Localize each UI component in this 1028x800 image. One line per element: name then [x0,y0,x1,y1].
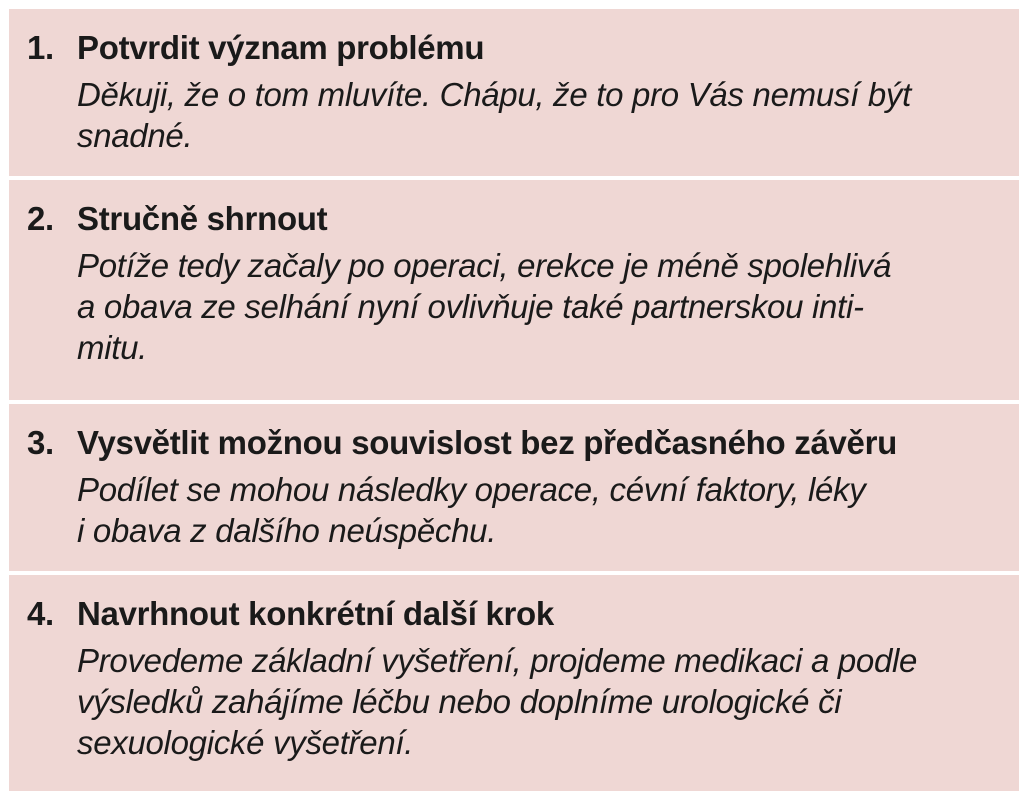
description-line: výsledků zahájíme léčbu nebo doplníme urologické či [77,683,842,720]
step-heading [27,199,1009,239]
step-description [77,469,1009,551]
step-description [77,245,1009,368]
description-line: Potíže tedy začaly po operaci, erekce je méně spolehlivá [77,247,892,284]
step-title: Potvrdit význam problému [77,29,485,66]
step-row-1 [9,9,1019,180]
step-description [77,74,1009,156]
step-description [77,640,1009,763]
description-line: snadné. [77,117,193,154]
step-heading [27,423,1009,463]
description-line: i obava z dalšího neúspěchu. [77,512,497,549]
step-number: 3. [27,424,54,461]
step-heading [27,594,1009,634]
steps-table [9,9,1019,791]
description-line: mitu. [77,329,148,366]
step-number: 4. [27,595,54,632]
description-line: Děkuji, že o tom mluvíte. Chápu, že to pro Vás nemusí být [77,76,911,113]
step-title: Navrhnout konkrétní další krok [77,595,554,632]
description-line: Provedeme základní vyšetření, projdeme medikaci a podle [77,642,918,679]
description-line: sexuologické vyšetření. [77,724,414,761]
step-number: 2. [27,200,54,237]
step-title: Stručně shrnout [77,200,328,237]
step-row-2 [9,180,1019,404]
step-title: Vysvětlit možnou souvislost bez předčasného závěru [77,424,898,461]
step-heading [27,28,1009,68]
step-row-3 [9,404,1019,575]
step-row-4 [9,575,1019,791]
description-line: a obava ze selhání nyní ovlivňuje také partnerskou inti- [77,288,864,325]
step-number: 1. [27,29,54,66]
description-line: Podílet se mohou následky operace, cévní faktory, léky [77,471,866,508]
